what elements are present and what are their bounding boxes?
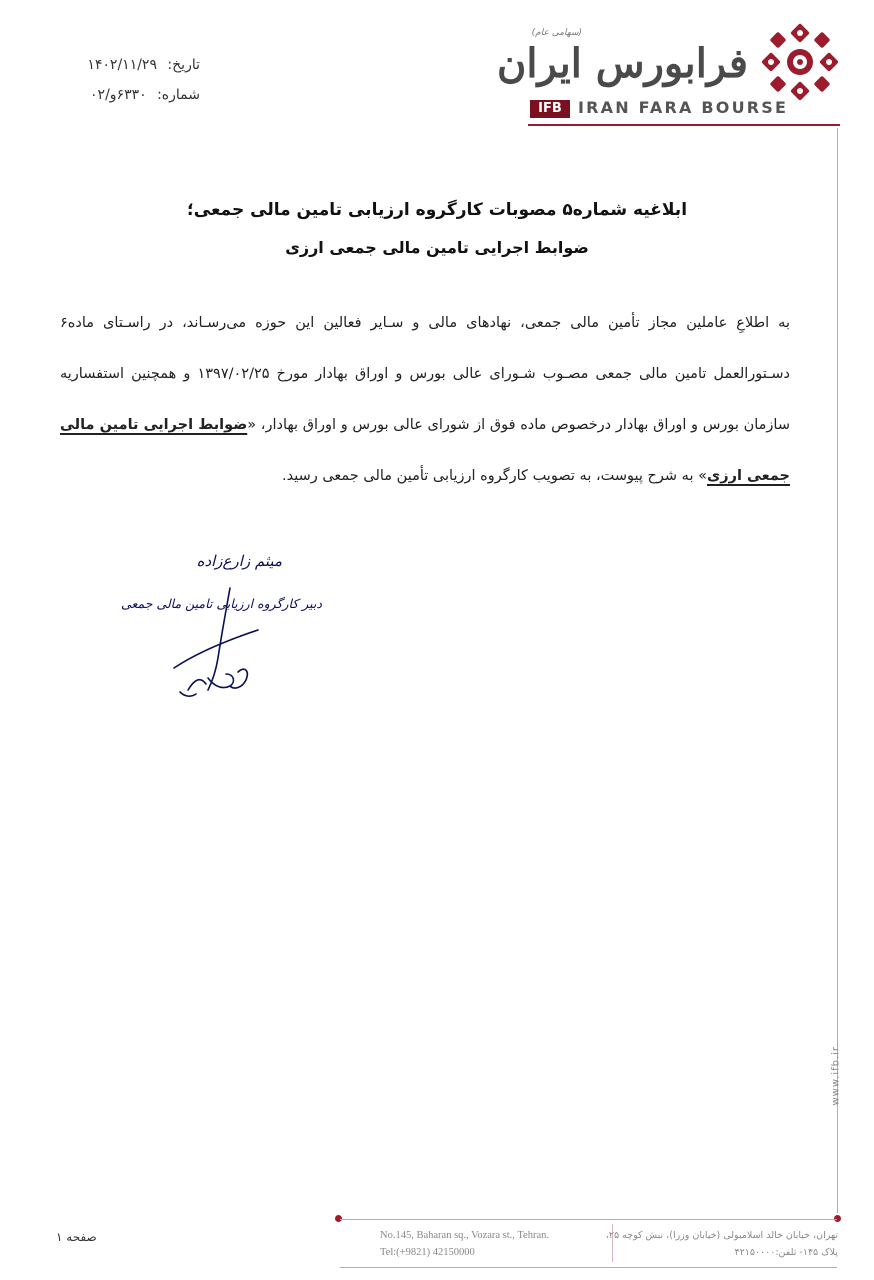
footer-address-en <box>380 1227 549 1261</box>
letter-subtitle: ضوابط اجرایی تامین مالی جمعی ارزی <box>285 238 589 257</box>
company-logo <box>497 14 844 126</box>
website-url <box>826 1010 848 1110</box>
logo-name-en: IRAN FARA BOURSE <box>578 98 789 117</box>
signature-block <box>118 540 328 710</box>
body-text-part1: به اطلاعِ عاملین مجاز تأمین مالی جمعی، نهادهای مالی و سـایر فعالین این حوزه می‌رسـاند، در راسـتای ماده۶ دسـتورالعمل تامین مالی جمعی مصـوب شـورای عالی بورس و اوراق بهادار مورخ ۱۳۹۷/۰۲/۲۵ و همچنین استفساریه سازمان بورس و اوراق بهادار درخصوص ماده فوق از شورای عالی بورس و اوراق بهادار، « <box>60 315 791 433</box>
footer-address-fa <box>606 1227 838 1261</box>
website-url-text: www.ifb.ir <box>830 1045 842 1106</box>
signer-name: میثم زارع‌زاده <box>196 552 282 570</box>
number-value: ۶۳۳۰و/۰۲ <box>90 87 147 103</box>
date-label: تاریخ: <box>167 57 200 73</box>
logo-name-fa: فرابورس ایران <box>497 40 748 87</box>
letter-title: ابلاغیه شماره۵ مصوبات کارگروه ارزیابی تامین مالی جمعی؛ <box>186 200 688 220</box>
letter-body <box>60 298 790 502</box>
date-value: ۱۴۰۲/۱۱/۲۹ <box>87 57 157 73</box>
logo-tagline: (سهامی عام) <box>531 28 582 38</box>
footer-phone-en: Tel:(+9821) 42150000 <box>380 1247 475 1258</box>
number-row <box>60 80 200 110</box>
date-row <box>60 50 200 80</box>
logo-ifb-badge: IFB <box>530 100 570 118</box>
body-emphasis: ضوابط اجرایی تامین مالی جمعی ارزی <box>60 417 790 484</box>
page-number: صفحه ۱ <box>56 1230 97 1244</box>
body-text-part2: » به شرح پیوست، به تصویب کارگروه ارزیابی تأمین مالی جمعی رسید. <box>281 468 707 484</box>
ifb-emblem-icon <box>760 22 840 102</box>
number-label: شماره: <box>157 87 200 103</box>
footer-address-fa-line1: تهران، خیابان خالد اسلامبولی (خیابان وزرا)، نبش کوچه ۲۵، <box>605 1230 838 1241</box>
footer-divider-bottom <box>340 1267 837 1268</box>
footer-address-fa-line2: پلاک ۱۴۵- تلفن:۴۲۱۵۰۰۰۰ <box>734 1247 838 1258</box>
footer-address-en-line1: No.145, Baharan sq., Vozara st., Tehran. <box>380 1230 549 1241</box>
footer-divider-top <box>340 1219 837 1220</box>
signer-role: دبیر کارگروه ارزیابی تامین مالی جمعی <box>121 596 322 611</box>
letter-meta <box>60 50 200 110</box>
